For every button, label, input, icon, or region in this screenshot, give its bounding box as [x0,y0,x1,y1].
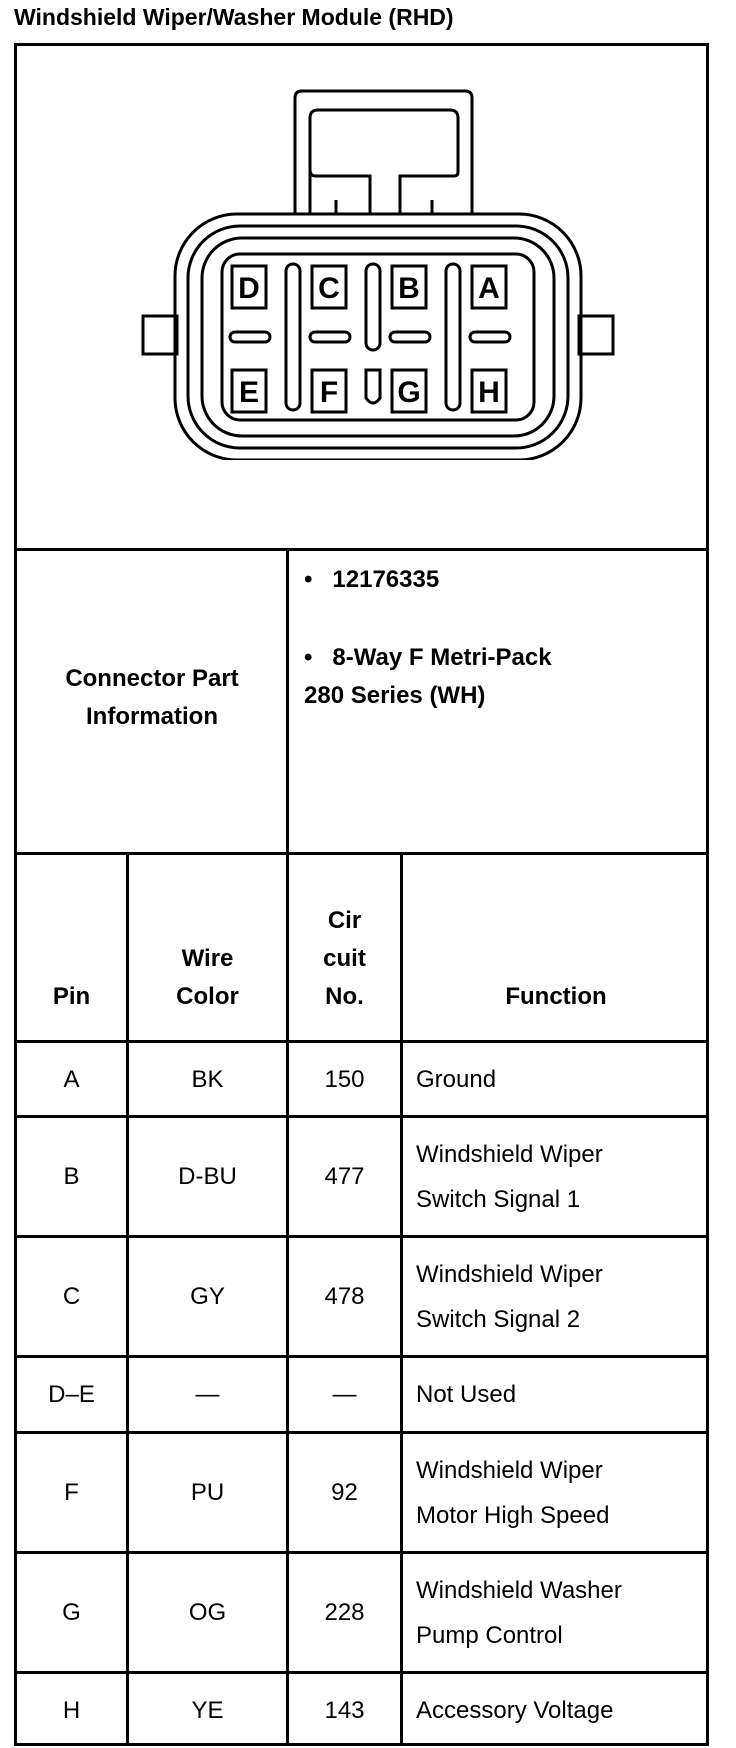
header-circuit-line2: cuit [323,945,366,972]
header-pin [17,978,126,1016]
header-pin-text: Pin [52,983,91,1010]
pin-label-g: G [397,376,421,409]
header-function-text: Function [505,983,607,1010]
table-row-f-pin: F [64,1479,79,1506]
connector-diagram [140,88,616,460]
pin-label-h: H [478,376,500,409]
part-number-value: 12176335 [332,566,440,593]
function-text-line1: Windshield Wiper [416,1456,603,1484]
pin-label-d: D [238,272,260,305]
function-text-line2: Motor High Speed [416,1501,610,1529]
pin-label-e: E [238,376,260,409]
header-circuit-line1: Cir [327,907,362,934]
table-row-h-circuit: 143 [324,1696,365,1724]
function-text-line1: Windshield Washer [416,1576,622,1604]
table-row-g-pin: G [62,1599,81,1626]
function-text-line1: Windshield Wiper [416,1260,603,1288]
header-wire-color-line2: Color [176,983,239,1010]
table-row-g-function [416,1554,706,1671]
function-text-line1: Windshield Wiper [416,1140,603,1168]
table-row-a-function [416,1043,706,1115]
table-row-c-color: GY [190,1283,225,1310]
pin-label-f: F [319,376,339,409]
function-text: Ground [416,1065,497,1093]
part-number [304,566,439,594]
table-row-b-circuit: 477 [324,1163,365,1190]
pin-label-c: C [318,272,340,305]
table-row-h-color: YE [191,1696,224,1724]
table-row-h-pin: H [62,1696,81,1724]
connector-part-info-label-line1: Connector Part [65,665,239,692]
table-row-g-color: OG [188,1599,227,1626]
function-text: Accessory Voltage [416,1696,614,1724]
table-row-b-function [416,1118,706,1235]
function-text: Not Used [416,1381,517,1408]
part-description-line1: 8-Way F Metri-Pack [332,644,552,671]
table-row-a-circuit: 150 [324,1065,365,1093]
table-row-a-color: BK [191,1065,224,1093]
function-text-line2: Pump Control [416,1621,563,1649]
divider [14,852,709,855]
table-row-b-pin: B [63,1163,80,1190]
table-row-f-function [416,1434,706,1551]
bullet: • [304,566,333,593]
table-row-f-color: PU [190,1479,225,1506]
table-row-c-function [416,1238,706,1355]
header-wire-color-line1: Wire [181,945,234,972]
table-row-c-pin: C [62,1283,81,1310]
header-wire-color [129,940,286,1016]
table-row-d-e-function [416,1358,706,1431]
table-row-b-color: D-BU [178,1163,237,1190]
pin-label-b: B [398,272,420,305]
table-row-f-circuit: 92 [331,1479,358,1506]
header-circuit-line3: No. [325,983,364,1010]
table-row-d-e-circuit: — [332,1381,357,1408]
header-function [403,978,709,1016]
part-description-line2: 280 Series (WH) [304,682,486,709]
function-text-line2: Switch Signal 2 [416,1305,581,1333]
function-text-line2: Switch Signal 1 [416,1185,581,1213]
table-row-c-circuit: 478 [324,1283,365,1310]
pin-label-a: A [478,272,500,305]
table-row-a-pin: A [63,1065,80,1093]
table-row-h-function [416,1674,706,1746]
header-circuit-no [289,902,400,1016]
part-description [304,644,552,672]
connector-part-info-label [17,660,287,736]
table-row-d-e-pin: D–E [48,1381,95,1408]
connector-part-info-label-line2: Information [86,703,218,730]
divider [14,548,709,551]
table-row-d-e-color: — [195,1381,220,1408]
table-row-g-circuit: 228 [324,1599,365,1626]
bullet: • [304,644,333,671]
page-title: Windshield Wiper/Washer Module (RHD) [14,4,454,30]
